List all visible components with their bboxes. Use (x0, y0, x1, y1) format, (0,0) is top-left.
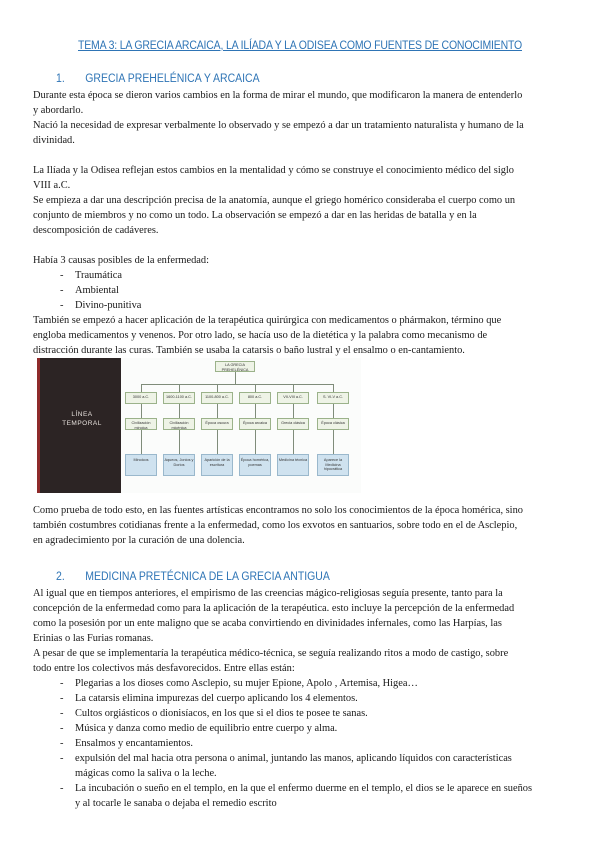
section-title-2: MEDICINA PRETÉCNICA DE LA GRECIA ANTIGUA (85, 569, 330, 583)
connector-line (141, 404, 142, 418)
list-item: - La incubación o sueño en el templo, en la que el enfermo duerme en el templo, el dios se le aparece en sueños (60, 783, 533, 794)
connector-line (179, 404, 180, 418)
civilization-box: Civilización micénica (163, 418, 195, 430)
period-box: 1100-800 a.C. (201, 392, 233, 404)
section-number-1: 1. (56, 71, 65, 85)
text-line: divinidad. (33, 135, 75, 146)
text-line: A pesar de que se implementaría la terapéutica médico-técnica, se seguía realizando ritos a modo de castigo, sobre (33, 648, 509, 659)
detail-box: Aparece la Medicina hipocrática (317, 454, 349, 476)
paragraph-cambios (33, 88, 578, 148)
document-title: TEMA 3: LA GRECIA ARCAICA, LA ILÍADA Y LA ODISEA COMO FUENTES DE CONOCIMIENTO (77, 38, 522, 52)
text-line: VIII a.C. (33, 180, 71, 191)
text-line: distracción durante las curas. También se usaba la catarsis o baño lustral y el ensalmo o en-cantamiento. (33, 345, 465, 356)
text-line: La Ilíada y la Odisea reflejan estos cambios en la mentalidad y cómo se construye el conocimiento médico del siglo (33, 165, 514, 176)
civilization-box: Época clásica (317, 418, 349, 430)
detail-box: Aparición de la escritura (201, 454, 233, 476)
connector-line (141, 384, 142, 392)
paragraph-iliada (33, 163, 578, 238)
list-item-text: Música y danza como medio de equilibrio entre cuerpo y alma. (75, 723, 338, 734)
civilization-box: Época arcaica (239, 418, 271, 430)
period-box: 3000 a.C. (125, 392, 157, 404)
section-heading-2 (56, 569, 330, 583)
list-item-text: expulsión del mal hacia otra persona o animal, juntando las manos, aplicando líquidos con características (75, 753, 512, 764)
connector-line (255, 430, 256, 454)
text-line: en agradecimiento por la curación de una dolencia. (33, 535, 245, 546)
list-item-text: La catarsis elimina impurezas del cuerpo aplicando los 4 elementos. (75, 693, 358, 704)
text-line: descomposición de cadáveres. (33, 225, 159, 236)
text-line: también costumbres cotidianas frente a la enfermedad, como los exvotos en santuarios, sobre todo en el de Asclepio, (33, 520, 518, 531)
section-title-1: GRECIA PREHELÉNICA Y ARCAICA (85, 71, 260, 85)
list-item-text: y al tocarle le sanaba o dejaba el remedio escrito (75, 798, 277, 809)
list-item: - Ambiental (60, 285, 119, 296)
list-item: - Música y danza como medio de equilibrio entre cuerpo y alma. (60, 723, 338, 734)
connector-line (235, 372, 236, 384)
list-item-continuation (60, 766, 217, 781)
list-item-text: Traumática (75, 270, 122, 281)
list-item: - Plegarias a los dioses como Asclepio, su mujer Epione, Apolo , Artemisa, Higea… (60, 678, 418, 689)
detail-box: Minoicos (125, 454, 157, 476)
connector-line (293, 430, 294, 454)
list-item-text: Cultos orgiásticos o dionisíacos, en los que si el dios te posee te sanas. (75, 708, 368, 719)
connector-line (293, 404, 294, 418)
timeline-label-line: LÍNEA (71, 411, 93, 418)
connector-line (179, 430, 180, 454)
list-item: - Cultos orgiásticos o dionisíacos, en los que si el dios te posee te sanas. (60, 708, 368, 719)
paragraph-fuentes-artisticas (33, 503, 578, 548)
section-number-2: 2. (56, 569, 65, 583)
connector-line (217, 430, 218, 454)
timeline-label (40, 410, 124, 428)
timeline-diagram (121, 358, 361, 493)
connector-line (179, 384, 180, 392)
timeline-top-box-line: LA GRECIA (224, 363, 246, 367)
list-item-text: mágicas como la saliva o la leche. (75, 768, 217, 779)
list-item-continuation (60, 796, 277, 811)
text-line: Al igual que en tiempos anteriores, el empirismo de las creencias mágico-religiosas seguía presente, tanto para la (33, 588, 503, 599)
text-line: engloba medicamentos y venenos. Por otro lado, se hacía uso de la dietética y la palabra como mecanismo de (33, 330, 488, 341)
text-line: concepción de la enfermedad como para la aplicación de la terapéutica. esto incluye la percepción de la enfermedad (33, 603, 515, 614)
connector-line (333, 430, 334, 454)
timeline-label-panel (37, 358, 121, 493)
connector-line (217, 404, 218, 418)
text-line: conjunto de miembros y no como un todo. La observación se empezó a dar en las heridas de batalla y en la (33, 210, 477, 221)
detail-box: Aqueos, Jonios y Dorios (163, 454, 195, 476)
timeline-top-box (215, 361, 255, 372)
paragraph-empirismo (33, 586, 578, 676)
list-item-text: Plegarias a los dioses como Asclepio, su mujer Epione, Apolo , Artemisa, Higea… (75, 678, 418, 689)
detail-box: Medicina técnica (277, 454, 309, 476)
list-item: - Divino-punitiva (60, 300, 142, 311)
connector-line (141, 384, 333, 385)
timeline-top-box-line: PREHELÉNICA (221, 367, 249, 372)
text-line: como la posesión por un ente maligno que se acaba convirtiendo en divinidades infernales, como las Harpías, las (33, 618, 502, 629)
list-item-text: Ambiental (75, 285, 119, 296)
list-item-text: Divino-punitiva (75, 300, 142, 311)
list-item: - expulsión del mal hacia otra persona o animal, juntando las manos, aplicando líquidos con características (60, 753, 512, 764)
connector-line (217, 384, 218, 392)
list-item-text: La incubación o sueño en el templo, en la que el enfermo duerme en el templo, el dios se le aparece en sueños (75, 783, 533, 794)
connector-line (141, 430, 142, 454)
connector-line (333, 384, 334, 392)
list-item: - Traumática (60, 270, 122, 281)
text-line: Erinias o las Furias romanas. (33, 633, 154, 644)
text-line: Durante esta época se dieron varios cambios en la forma de mirar el mundo, que modificaron la manera de entenderlo (33, 90, 523, 101)
text-line: todo entre los colectivos más desfavorecidos. Entre ellas están: (33, 663, 295, 674)
paragraph-terapeutica (33, 313, 578, 358)
civilization-box: Época oscura (201, 418, 233, 430)
detail-box: Época homérica, poemas (239, 454, 271, 476)
connector-line (255, 404, 256, 418)
section-heading-1 (56, 71, 260, 85)
civilization-box: Civilización minoica (125, 418, 157, 430)
timeline-figure (37, 358, 361, 493)
period-box: 800 a.C. (239, 392, 271, 404)
civilization-box: Grecia clásica (277, 418, 309, 430)
text-line: Como prueba de todo esto, en las fuentes artísticas encontramos no solo los conocimientos de la época homérica, sino (33, 505, 523, 516)
period-box: S. VI-V a.C. (317, 392, 349, 404)
list-item: - La catarsis elimina impurezas del cuerpo aplicando los 4 elementos. (60, 693, 358, 704)
text-line: Nació la necesidad de expresar verbalmente lo observado y se empezó a dar un tratamiento naturalista y humano de la (33, 120, 524, 131)
connector-line (293, 384, 294, 392)
text-line: Se empieza a dar una descripción precisa de la anatomía, aunque el griego homérico consideraba el cuerpo como un (33, 195, 516, 206)
period-box: VII-VIII a.C. (277, 392, 309, 404)
paragraph-causas (33, 253, 578, 268)
text-line: También se empezó a hacer aplicación de la terapéutica quirúrgica con medicamentos o phármakon, término que (33, 315, 502, 326)
list-item: - Ensalmos y encantamientos. (60, 738, 194, 749)
text-line: Había 3 causas posibles de la enfermedad: (33, 255, 209, 266)
connector-line (333, 404, 334, 418)
timeline-label-line: TEMPORAL (62, 420, 102, 427)
text-line: y abordarlo. (33, 105, 84, 116)
connector-line (255, 384, 256, 392)
period-box: 1600-1100 a.C. (163, 392, 195, 404)
list-item-text: Ensalmos y encantamientos. (75, 738, 194, 749)
